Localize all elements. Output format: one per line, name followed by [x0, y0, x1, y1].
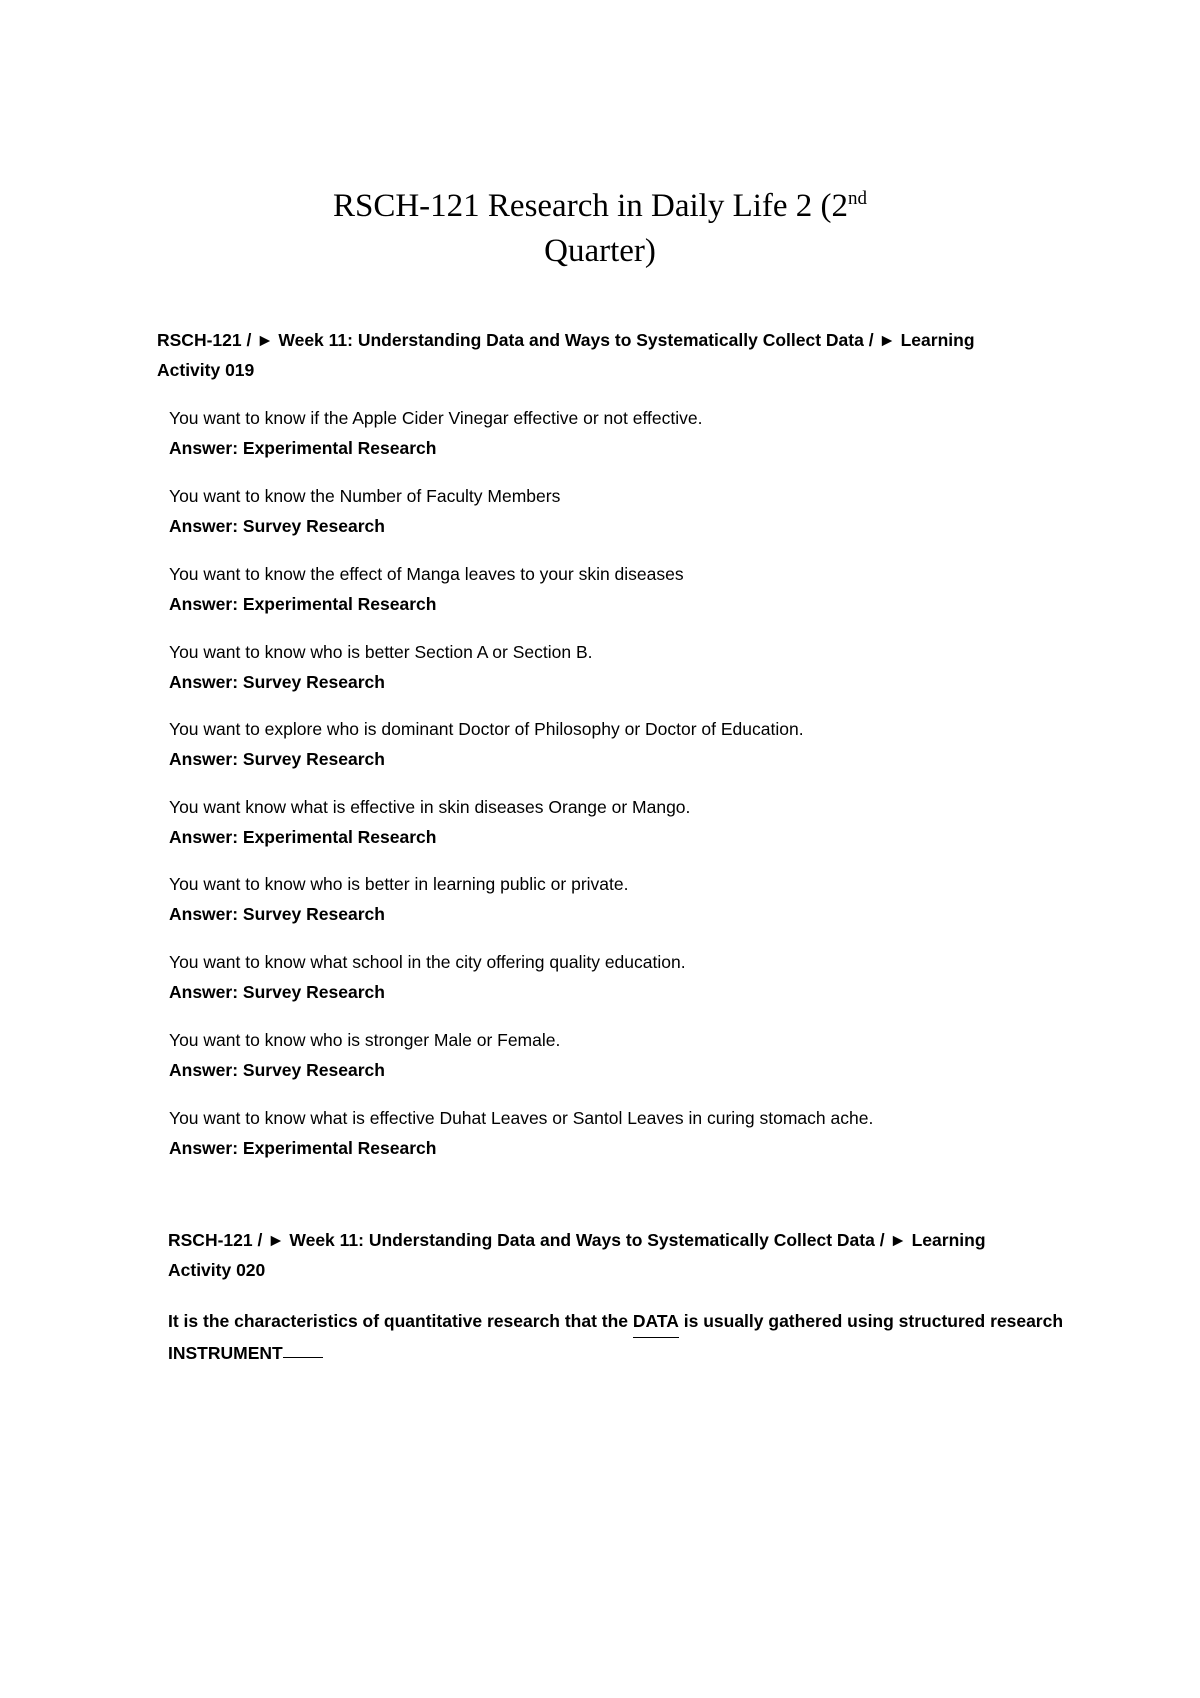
answer-text: Answer: Survey Research	[169, 749, 385, 769]
answer-text: Answer: Experimental Research	[169, 594, 437, 614]
question-text: You want to know what is effective Duhat Leaves or Santol Leaves in curing stomach ache.	[169, 1108, 874, 1128]
qa-item	[169, 403, 1129, 463]
question-text: You want to know what school in the city offering quality education.	[169, 952, 686, 972]
answer-text: Answer: Survey Research	[169, 516, 385, 536]
qa-item	[169, 792, 1129, 852]
question-text: You want know what is effective in skin diseases Orange or Mango.	[169, 797, 691, 817]
qa-item	[169, 637, 1129, 697]
answer-text: Answer: Experimental Research	[169, 1138, 437, 1158]
sentence-before: It is the characteristics of quantitative research that the	[168, 1311, 633, 1331]
answer-text: Answer: Experimental Research	[169, 438, 437, 458]
qa-item	[169, 869, 1129, 929]
answer-text: Answer: Survey Research	[169, 672, 385, 692]
qa-item	[169, 714, 1129, 774]
activity-020-breadcrumb: RSCH-121 / ► Week 11: Understanding Data and Ways to Systematically Collect Data / ► Learning Activity 020	[168, 1230, 986, 1280]
qa-item	[169, 1103, 1129, 1163]
qa-item	[169, 559, 1129, 619]
question-text: You want to know who is better Section A or Section B.	[169, 642, 593, 662]
question-text: You want to explore who is dominant Doctor of Philosophy or Doctor of Education.	[169, 719, 804, 739]
qa-item	[169, 1025, 1129, 1085]
qa-item	[169, 947, 1129, 1007]
answer-text: Answer: Survey Research	[169, 1060, 385, 1080]
answer-text: Answer: Survey Research	[169, 904, 385, 924]
title-line2: Quarter)	[544, 233, 656, 269]
page-title	[0, 186, 1200, 271]
blank-underline	[283, 1338, 323, 1358]
blank-answer-data: DATA	[633, 1306, 679, 1338]
question-text: You want to know the effect of Manga leaves to your skin diseases	[169, 564, 684, 584]
question-text: You want to know the Number of Faculty Members	[169, 486, 561, 506]
question-text: You want to know who is better in learning public or private.	[169, 874, 629, 894]
title-superscript: nd	[848, 188, 868, 209]
fill-in-the-blank	[168, 1306, 1168, 1368]
qa-item	[169, 481, 1129, 541]
answer-text: Answer: Survey Research	[169, 982, 385, 1002]
sentence-after: is usually gathered using structured research	[678, 1311, 1064, 1331]
activity-019-breadcrumb: RSCH-121 / ► Week 11: Understanding Data and Ways to Systematically Collect Data / ► Learning Activity 019	[157, 330, 975, 380]
title-line1: RSCH-121 Research in Daily Life 2 (2nd	[332, 188, 868, 224]
blank-answer-instrument: INSTRUMENT	[168, 1343, 283, 1363]
question-text: You want to know who is stronger Male or Female.	[169, 1030, 561, 1050]
question-text: You want to know if the Apple Cider Vinegar effective or not effective.	[169, 408, 703, 428]
answer-text: Answer: Experimental Research	[169, 827, 437, 847]
